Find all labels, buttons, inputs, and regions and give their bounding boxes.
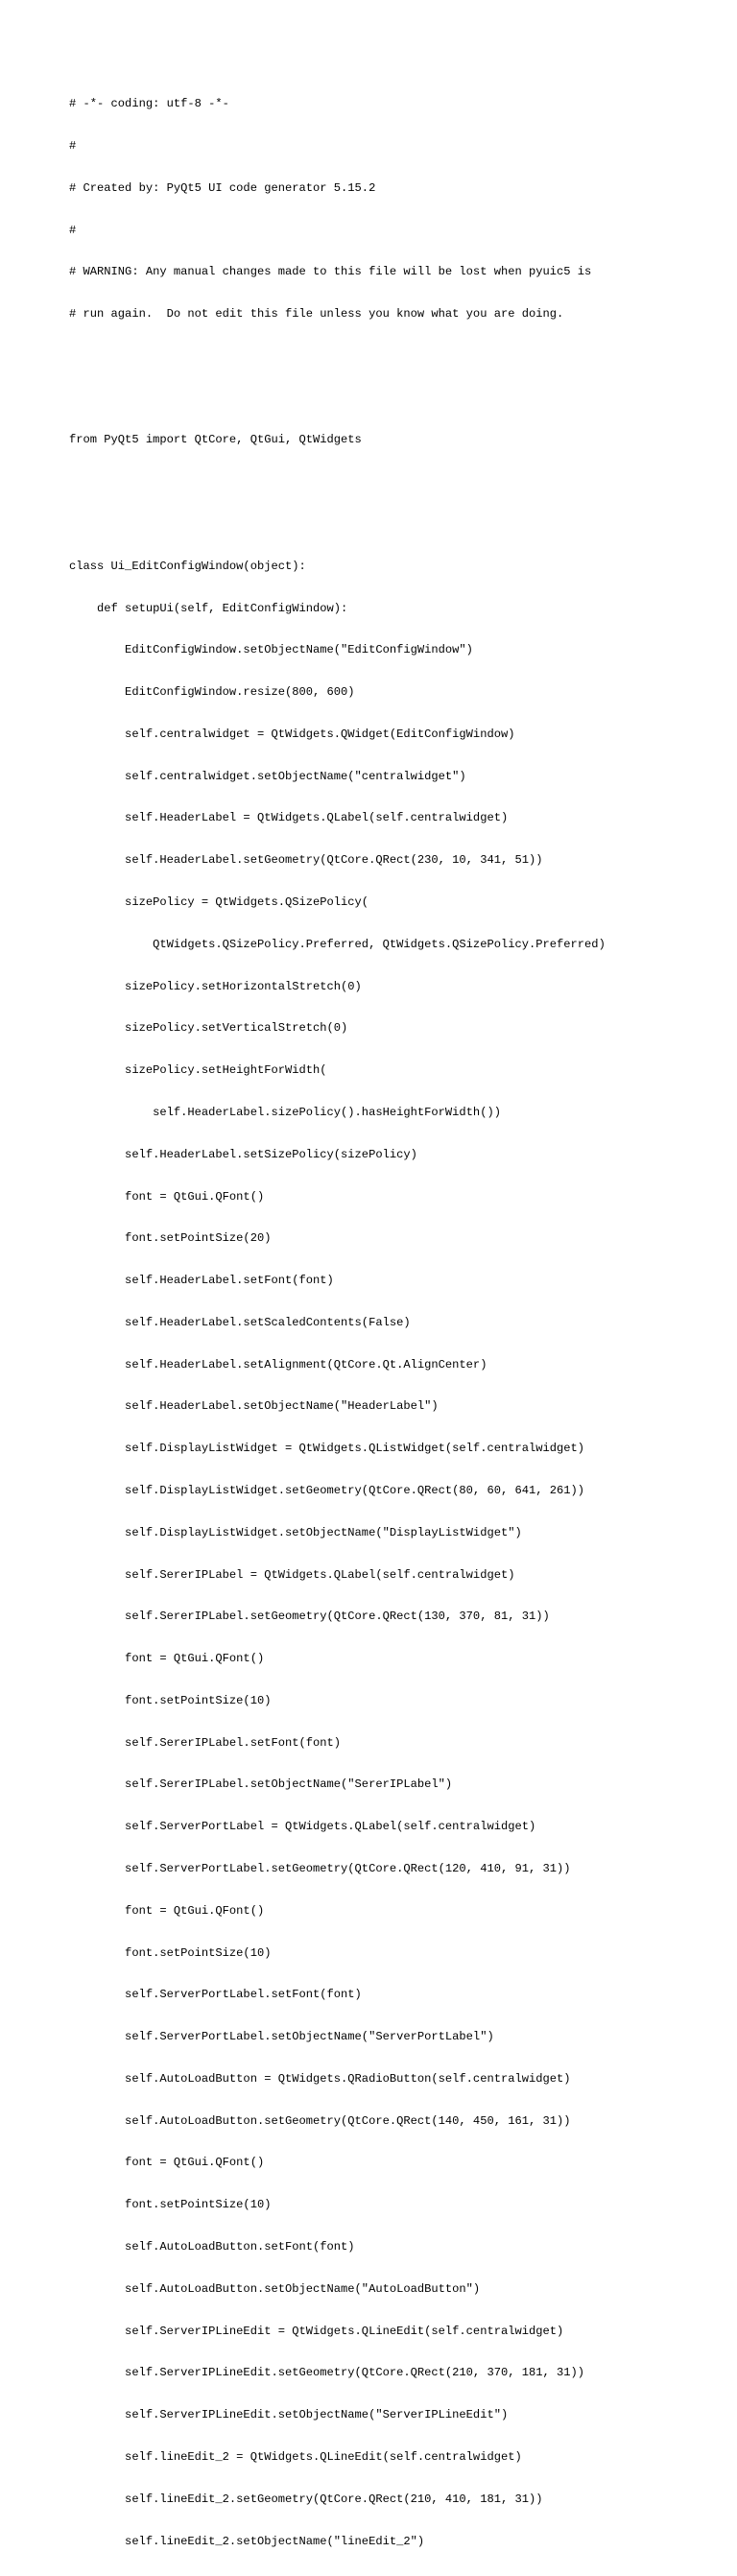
code-line: # run again. Do not edit this file unless you know what you are doing. xyxy=(69,307,564,322)
blank-line xyxy=(69,517,606,532)
code-line: self.HeaderLabel.setSizePolicy(sizePolicy) xyxy=(69,1147,417,1161)
code-line: from PyQt5 import QtCore, QtGui, QtWidgets xyxy=(69,433,362,447)
code-line: self.HeaderLabel.setFont(font) xyxy=(69,1274,334,1288)
code-line: self.DisplayListWidget = QtWidgets.QListWidget(self.centralwidget) xyxy=(69,1442,585,1456)
code-line: font = QtGui.QFont() xyxy=(69,1652,265,1666)
code-line: class Ui_EditConfigWindow(object): xyxy=(69,559,306,573)
code-line: self.SererIPLabel.setFont(font) xyxy=(69,1735,342,1750)
code-line: font = QtGui.QFont() xyxy=(69,1903,265,1918)
code-line: self.AutoLoadButton.setObjectName("AutoLoadButton") xyxy=(69,2281,481,2296)
code-line: QtWidgets.QSizePolicy.Preferred, QtWidgets.QSizePolicy.Preferred) xyxy=(69,937,606,951)
code-line: self.AutoLoadButton.setGeometry(QtCore.QRect(140, 450, 161, 31)) xyxy=(69,2113,571,2128)
code-listing xyxy=(69,69,606,2576)
code-line: # Created by: PyQt5 UI code generator 5.15.2 xyxy=(69,180,376,195)
code-line: self.SererIPLabel = QtWidgets.QLabel(self.centralwidget) xyxy=(69,1567,515,1582)
code-line: self.SererIPLabel.setGeometry(QtCore.QRect(130, 370, 81, 31)) xyxy=(69,1610,550,1624)
code-line: self.ServerIPLineEdit.setGeometry(QtCore.QRect(210, 370, 181, 31)) xyxy=(69,2366,585,2380)
code-line: sizePolicy.setHorizontalStretch(0) xyxy=(69,979,362,993)
code-line: # xyxy=(69,138,77,153)
code-line: font.setPointSize(20) xyxy=(69,1231,272,1246)
code-line: self.DisplayListWidget.setObjectName("DisplayListWidget") xyxy=(69,1525,522,1539)
code-line: self.HeaderLabel.setScaledContents(False) xyxy=(69,1315,411,1329)
code-line: sizePolicy = QtWidgets.QSizePolicy( xyxy=(69,895,369,910)
code-line: EditConfigWindow.setObjectName("EditConfigWindow") xyxy=(69,643,473,657)
code-line: self.DisplayListWidget.setGeometry(QtCore.QRect(80, 60, 641, 261)) xyxy=(69,1483,585,1497)
code-line: self.lineEdit_2.setGeometry(QtCore.QRect(210, 410, 181, 31)) xyxy=(69,2492,543,2506)
blank-line xyxy=(69,349,606,364)
code-line: self.lineEdit_2 = QtWidgets.QLineEdit(self.centralwidget) xyxy=(69,2449,522,2464)
code-line: self.SererIPLabel.setObjectName("SererIPLabel") xyxy=(69,1777,453,1792)
code-line: EditConfigWindow.resize(800, 600) xyxy=(69,685,355,700)
code-line: self.AutoLoadButton.setFont(font) xyxy=(69,2240,355,2254)
code-line: self.ServerPortLabel.setObjectName("ServerPortLabel") xyxy=(69,2030,494,2044)
code-line: self.ServerPortLabel.setGeometry(QtCore.QRect(120, 410, 91, 31)) xyxy=(69,1862,571,1875)
code-line: self.ServerIPLineEdit.setObjectName("ServerIPLineEdit") xyxy=(69,2408,509,2422)
code-line: sizePolicy.setVerticalStretch(0) xyxy=(69,1021,348,1036)
code-line: self.centralwidget = QtWidgets.QWidget(EditConfigWindow) xyxy=(69,727,515,741)
code-line: self.centralwidget.setObjectName("centralwidget") xyxy=(69,769,466,783)
code-line: self.HeaderLabel.setAlignment(QtCore.Qt.AlignCenter) xyxy=(69,1357,487,1371)
code-line: self.HeaderLabel.setObjectName("HeaderLabel") xyxy=(69,1399,439,1414)
code-line: font.setPointSize(10) xyxy=(69,1693,272,1707)
code-line: font = QtGui.QFont() xyxy=(69,1189,265,1204)
blank-line xyxy=(69,475,606,489)
code-line: font = QtGui.QFont() xyxy=(69,2156,265,2170)
code-line: self.ServerPortLabel.setFont(font) xyxy=(69,1988,362,2002)
code-line: sizePolicy.setHeightForWidth( xyxy=(69,1063,327,1078)
code-line: # xyxy=(69,223,77,237)
code-line: self.AutoLoadButton = QtWidgets.QRadioButton(self.centralwidget) xyxy=(69,2071,571,2086)
code-line: self.HeaderLabel = QtWidgets.QLabel(self.centralwidget) xyxy=(69,811,509,825)
code-line: # WARNING: Any manual changes made to this file will be lost when pyuic5 is xyxy=(69,265,592,279)
code-line: self.ServerIPLineEdit = QtWidgets.QLineEdit(self.centralwidget) xyxy=(69,2324,564,2338)
code-line: # -*- coding: utf-8 -*- xyxy=(69,97,229,111)
code-line: self.lineEdit_2.setObjectName("lineEdit_2") xyxy=(69,2534,425,2548)
code-line: self.ServerPortLabel = QtWidgets.QLabel(self.centralwidget) xyxy=(69,1820,536,1834)
code-line: font.setPointSize(10) xyxy=(69,2198,272,2212)
code-line: def setupUi(self, EditConfigWindow): xyxy=(69,601,348,615)
code-line: self.HeaderLabel.setGeometry(QtCore.QRect(230, 10, 341, 51)) xyxy=(69,853,543,868)
code-line: self.HeaderLabel.sizePolicy().hasHeightForWidth()) xyxy=(69,1105,501,1119)
blank-line xyxy=(69,392,606,406)
code-line: font.setPointSize(10) xyxy=(69,1945,272,1960)
